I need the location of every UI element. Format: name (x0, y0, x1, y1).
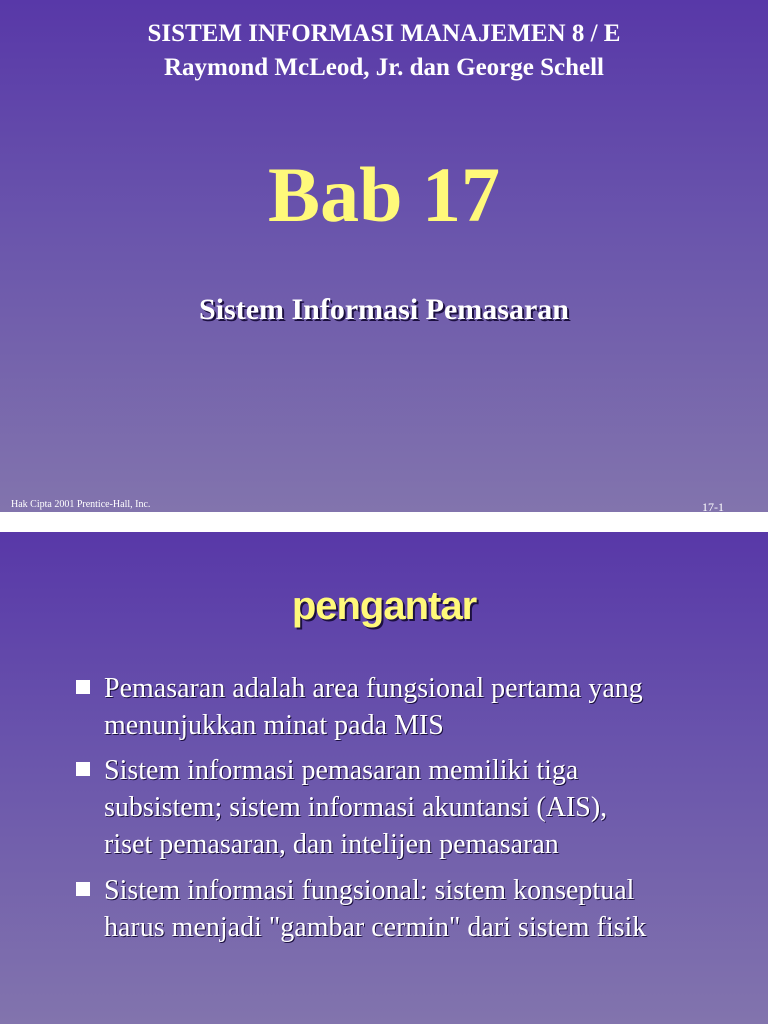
bullet-text (104, 752, 744, 863)
bullet-line: harus menjadi "gambar cermin" dari sistem fisik (104, 912, 647, 943)
bullet-line: Pemasaran adalah area fungsional pertama yang (104, 673, 643, 704)
bullet-text (104, 670, 744, 744)
square-bullet-icon (76, 680, 90, 694)
square-bullet-icon (76, 882, 90, 896)
chapter-title: Bab 17 (268, 151, 500, 238)
copyright-notice: Hak Cipta 2001 Prentice-Hall, Inc. (11, 499, 151, 510)
bullet-line: subsistem; sistem informasi akuntansi (AIS), (104, 792, 608, 823)
slide-title: pengantar (291, 584, 477, 628)
book-title: SISTEM INFORMASI MANAJEMEN 8 / E (147, 20, 621, 47)
page-number: 17-1 (702, 500, 724, 512)
square-bullet-icon (76, 762, 90, 776)
bullet-text (104, 872, 744, 946)
bullet-line: menunjukkan minat pada MIS (104, 710, 444, 741)
bullet-line: riset pemasaran, dan intelijen pemasaran (104, 829, 559, 860)
slide-2 (0, 532, 768, 1024)
slide-divider (0, 512, 768, 532)
book-authors: Raymond McLeod, Jr. dan George Schell (163, 54, 605, 81)
bullet-line: Sistem informasi pemasaran memiliki tiga (104, 755, 579, 786)
chapter-subtitle: Sistem Informasi Pemasaran (199, 293, 569, 326)
bullet-line: Sistem informasi fungsional: sistem konseptual (104, 875, 635, 906)
